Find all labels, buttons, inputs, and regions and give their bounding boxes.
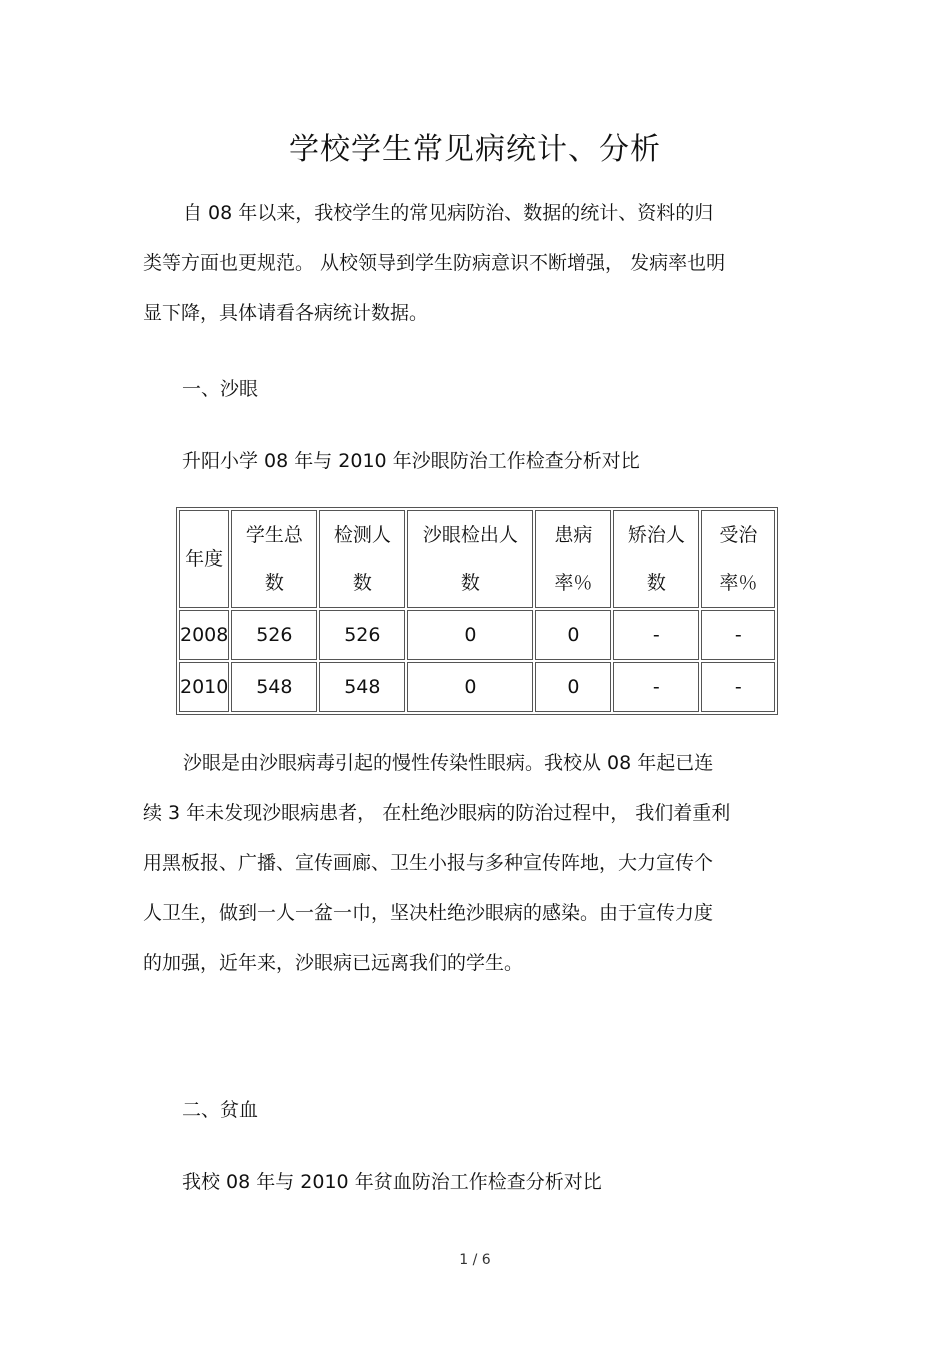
body-line: 的加强，近年来，沙眼病已远离我们的学生。 [143, 952, 524, 974]
table-cell: 0 [535, 662, 611, 712]
section-heading-trachoma: 一、沙眼 [182, 378, 259, 400]
table-caption-trachoma: 升阳小学 08 年与 2010 年沙眼防治工作检查分析对比 [182, 450, 640, 472]
table-cell: 0 [407, 662, 533, 712]
header-text: 率％ [719, 572, 758, 594]
header-text: 患病 [554, 524, 593, 546]
header-text: 率％ [554, 572, 593, 594]
table-cell: 548 [231, 662, 317, 712]
header-text: 检测人 [333, 524, 391, 546]
header-cell-corrected [613, 510, 699, 608]
table-cell: 2010 [179, 662, 229, 712]
table-cell: 0 [535, 610, 611, 660]
header-text: 学生总 [245, 524, 303, 546]
header-text: 数 [264, 572, 284, 594]
table-cell: - [701, 610, 775, 660]
intro-line: 显下降，具体请看各病统计数据。 [143, 302, 429, 324]
page-number: 1 / 6 [459, 1252, 491, 1268]
header-text: 年度 [185, 548, 224, 570]
header-cell-treatment-rate [701, 510, 775, 608]
header-text: 数 [460, 572, 480, 594]
header-cell-year [179, 510, 229, 608]
table-caption-anemia: 我校 08 年与 2010 年贫血防治工作检查分析对比 [182, 1171, 602, 1193]
intro-paragraph [143, 188, 813, 338]
intro-line: 类等方面也更规范。 从校领导到学生防病意识不断增强， 发病率也明 [143, 252, 726, 274]
header-text: 矫治人 [627, 524, 685, 546]
trachoma-paragraph [143, 738, 813, 988]
table-cell: 548 [319, 662, 405, 712]
header-text: 沙眼检出人 [422, 524, 518, 546]
body-line: 续 3 年未发现沙眼病患者， 在杜绝沙眼病的防治过程中， 我们着重利 [143, 802, 731, 824]
trachoma-table [176, 507, 778, 715]
document-title: 学校学生常见病统计、分析 [289, 132, 661, 167]
body-line: 用黑板报、广播、宣传画廊、卫生小报与多种宣传阵地，大力宣传个 [143, 852, 714, 874]
header-text: 数 [352, 572, 372, 594]
table-cell: - [613, 662, 699, 712]
section-heading-anemia: 二、贫血 [182, 1099, 259, 1121]
intro-line: 自 08 年以来，我校学生的常见病防治、数据的统计、资料的归 [183, 202, 714, 224]
header-cell-detected [407, 510, 533, 608]
table-cell: - [613, 610, 699, 660]
body-line: 人卫生，做到一人一盆一巾，坚决杜绝沙眼病的感染。由于宣传力度 [143, 902, 714, 924]
table-header-row [179, 510, 775, 608]
table-cell: 526 [231, 610, 317, 660]
header-cell-total-students [231, 510, 317, 608]
header-text: 数 [646, 572, 666, 594]
table-cell: - [701, 662, 775, 712]
table-row [179, 662, 775, 712]
header-cell-prevalence [535, 510, 611, 608]
table-cell: 2008 [179, 610, 229, 660]
header-cell-tested [319, 510, 405, 608]
body-line: 沙眼是由沙眼病毒引起的慢性传染性眼病。我校从 08 年起已连 [183, 752, 714, 774]
table-row [179, 610, 775, 660]
table-cell: 526 [319, 610, 405, 660]
header-text: 受治 [719, 524, 758, 546]
table-cell: 0 [407, 610, 533, 660]
